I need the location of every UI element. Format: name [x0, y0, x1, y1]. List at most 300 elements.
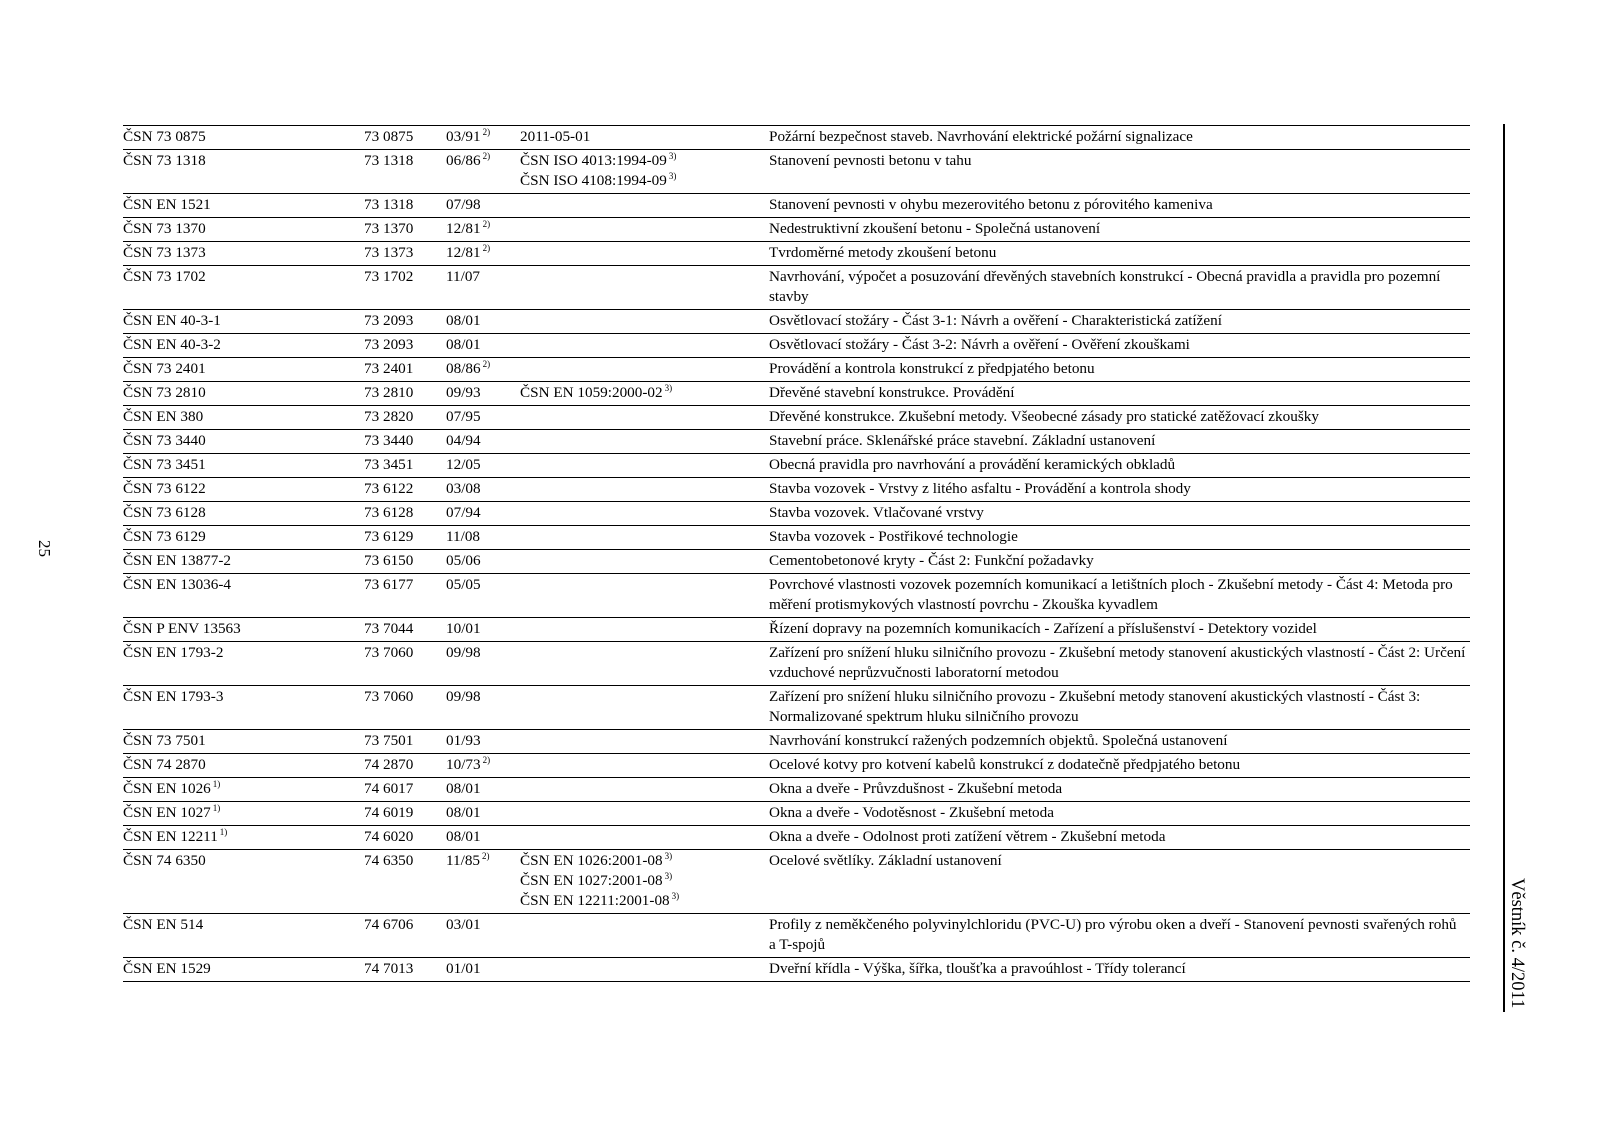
replacement-text: 2011-05-01: [520, 128, 591, 145]
issue-date-cell: [446, 382, 520, 406]
class-mark-cell: [364, 358, 446, 382]
standard-title-cell: [769, 550, 1470, 574]
replacement-line: [520, 851, 769, 871]
issue-date-cell: [446, 478, 520, 502]
issue-date: 11/85: [446, 852, 481, 869]
replacement-line: [520, 151, 769, 171]
issue-date: 12/05: [446, 456, 481, 473]
standard-number: ČSN EN 40-3-2: [123, 336, 221, 353]
standard-title: Navrhování, výpočet a posuzování dřevěných stavebních konstrukcí - Obecná pravidla a pravidla pro pozemní stavby: [769, 268, 1441, 305]
replacement-text: ČSN EN 1059:2000-02: [520, 384, 663, 401]
standard-title-cell: [769, 686, 1470, 730]
class-mark-cell: [364, 382, 446, 406]
issue-date-cell: [446, 430, 520, 454]
standard-title: Povrchové vlastnosti vozovek pozemních komunikací a letištních ploch - Zkušební metody - Část 4: Metoda pro měření protismykových vlastností povrchu - Zkouška kyvadlem: [769, 576, 1453, 613]
class-mark: 73 7501: [364, 732, 414, 749]
class-mark: 73 6150: [364, 552, 414, 569]
class-mark-cell: [364, 754, 446, 778]
replacement-cell: [520, 958, 769, 982]
issue-date: 07/98: [446, 196, 481, 213]
class-mark: 73 7060: [364, 688, 414, 705]
standard-number-cell: [123, 914, 364, 958]
standard-number-cell: [123, 194, 364, 218]
issue-date-cell: [446, 310, 520, 334]
standard-title: Ocelové kotvy pro kotvení kabelů konstrukcí z dodatečně předpjatého betonu: [769, 756, 1241, 773]
issue-date-cell: [446, 778, 520, 802]
replacement-cell: [520, 730, 769, 754]
standard-number-cell: [123, 686, 364, 730]
standard-number: ČSN 73 6128: [123, 504, 206, 521]
standard-number: ČSN EN 1793-3: [123, 688, 224, 705]
replacement-cell: [520, 550, 769, 574]
issue-date-cell: [446, 574, 520, 618]
replacement-text: ČSN ISO 4108:1994-09: [520, 172, 667, 189]
class-mark: 74 6017: [364, 780, 414, 797]
table-row: [123, 310, 1470, 334]
replacement-cell: [520, 502, 769, 526]
table-row: [123, 526, 1470, 550]
standard-number: ČSN P ENV 13563: [123, 620, 241, 637]
class-mark-cell: [364, 802, 446, 826]
replacement-cell: [520, 382, 769, 406]
table-row: [123, 266, 1470, 310]
standard-number-cell: [123, 826, 364, 850]
standard-title: Profily z neměkčeného polyvinylchloridu (PVC-U) pro výrobu oken a dveří - Stanovení pevnosti svařených rohů a T-spojů: [769, 916, 1457, 953]
standard-number: ČSN 73 6122: [123, 480, 206, 497]
standard-title-cell: [769, 150, 1470, 194]
table-row: [123, 150, 1470, 194]
footnote-mark: 3): [664, 870, 673, 881]
issue-date: 08/01: [446, 336, 481, 353]
standard-title: Stavební práce. Sklenářské práce stavební. Základní ustanovení: [769, 432, 1156, 449]
standard-number: ČSN 73 0875: [123, 128, 206, 145]
standard-number-cell: [123, 850, 364, 914]
standard-title-cell: [769, 126, 1470, 150]
class-mark-cell: [364, 850, 446, 914]
standard-title-cell: [769, 778, 1470, 802]
table-row: [123, 914, 1470, 958]
standard-title-cell: [769, 730, 1470, 754]
issue-date-cell: [446, 454, 520, 478]
issue-date-cell: [446, 754, 520, 778]
standard-number: ČSN 73 6129: [123, 528, 206, 545]
class-mark-cell: [364, 478, 446, 502]
standard-number: ČSN EN 1529: [123, 960, 211, 977]
replacement-line: [520, 891, 769, 911]
issue-date-cell: [446, 194, 520, 218]
class-mark-cell: [364, 502, 446, 526]
issue-date: 04/94: [446, 432, 481, 449]
issue-date-cell: [446, 850, 520, 914]
class-mark-cell: [364, 150, 446, 194]
standard-title-cell: [769, 850, 1470, 914]
class-mark-cell: [364, 826, 446, 850]
standard-title: Stavba vozovek - Postřikové technologie: [769, 528, 1018, 545]
class-mark: 73 6128: [364, 504, 414, 521]
standard-title: Stavba vozovek. Vtlačované vrstvy: [769, 504, 984, 521]
page-number: 25: [35, 540, 54, 557]
replacement-line: [520, 871, 769, 891]
table-row: [123, 242, 1470, 266]
standard-title: Požární bezpečnost staveb. Navrhování elektrické požární signalizace: [769, 128, 1193, 145]
standard-number: ČSN EN 13877-2: [123, 552, 232, 569]
replacement-cell: [520, 778, 769, 802]
class-mark: 73 6122: [364, 480, 414, 497]
footnote-mark: 2): [482, 150, 491, 161]
class-mark-cell: [364, 266, 446, 310]
table-row: [123, 574, 1470, 618]
class-mark: 74 6020: [364, 828, 414, 845]
standard-title-cell: [769, 310, 1470, 334]
replacement-cell: [520, 618, 769, 642]
footnote-mark: 2): [482, 242, 491, 253]
class-mark-cell: [364, 430, 446, 454]
replacement-cell: [520, 310, 769, 334]
standard-number: ČSN 73 3440: [123, 432, 206, 449]
standard-number-cell: [123, 126, 364, 150]
standard-number-cell: [123, 242, 364, 266]
standard-number: ČSN 73 2810: [123, 384, 206, 401]
standard-title: Osvětlovací stožáry - Část 3-1: Návrh a ověření - Charakteristická zatížení: [769, 312, 1222, 329]
class-mark: 73 0875: [364, 128, 414, 145]
standard-title-cell: [769, 430, 1470, 454]
issue-date: 05/05: [446, 576, 481, 593]
footnote-mark: 3): [671, 890, 680, 901]
replacement-text: ČSN EN 1026:2001-08: [520, 852, 663, 869]
standard-number: ČSN EN 380: [123, 408, 204, 425]
table-row: [123, 406, 1470, 430]
table-row: [123, 430, 1470, 454]
replacement-cell: [520, 334, 769, 358]
standard-number: ČSN 74 6350: [123, 852, 206, 869]
replacement-cell: [520, 914, 769, 958]
class-mark-cell: [364, 730, 446, 754]
issue-date-cell: [446, 526, 520, 550]
issue-date: 08/01: [446, 780, 481, 797]
issue-date-cell: [446, 642, 520, 686]
class-mark: 73 7060: [364, 644, 414, 661]
issue-date: 01/93: [446, 732, 481, 749]
issue-date-cell: [446, 406, 520, 430]
class-mark-cell: [364, 642, 446, 686]
standard-title: Dřevěné konstrukce. Zkušební metody. Všeobecné zásady pro statické zatěžovací zkoušky: [769, 408, 1319, 425]
replacement-cell: [520, 850, 769, 914]
issue-date: 08/01: [446, 312, 481, 329]
class-mark-cell: [364, 242, 446, 266]
standard-title-cell: [769, 958, 1470, 982]
standard-number-cell: [123, 454, 364, 478]
issue-date-cell: [446, 266, 520, 310]
standard-number: ČSN 74 2870: [123, 756, 206, 773]
class-mark: 73 6177: [364, 576, 414, 593]
standard-title-cell: [769, 334, 1470, 358]
replacement-cell: [520, 406, 769, 430]
issue-date: 12/81: [446, 244, 481, 261]
class-mark-cell: [364, 958, 446, 982]
standard-title-cell: [769, 618, 1470, 642]
issue-date: 06/86: [446, 152, 481, 169]
table-row: [123, 194, 1470, 218]
standard-title: Řízení dopravy na pozemních komunikacích - Zařízení a příslušenství - Detektory vozidel: [769, 620, 1317, 637]
standard-number: ČSN EN 13036-4: [123, 576, 232, 593]
class-mark-cell: [364, 218, 446, 242]
footnote-mark: 3): [664, 382, 673, 393]
standard-number: ČSN 73 2401: [123, 360, 206, 377]
issue-date: 08/01: [446, 804, 481, 821]
standard-title: Stanovení pevnosti v ohybu mezerovitého betonu z pórovitého kameniva: [769, 196, 1213, 213]
class-mark: 73 2093: [364, 336, 414, 353]
standard-number-cell: [123, 502, 364, 526]
class-mark: 73 2401: [364, 360, 414, 377]
footnote-mark: 3): [668, 150, 677, 161]
table-row: [123, 358, 1470, 382]
standard-number-cell: [123, 526, 364, 550]
standard-number: ČSN EN 1027: [123, 804, 211, 821]
class-mark-cell: [364, 406, 446, 430]
standard-title: Dveřní křídla - Výška, šířka, tloušťka a pravoúhlost - Třídy tolerancí: [769, 960, 1186, 977]
standard-title: Ocelové světlíky. Základní ustanovení: [769, 852, 1002, 869]
issue-date-cell: [446, 550, 520, 574]
replacement-cell: [520, 126, 769, 150]
standard-title-cell: [769, 218, 1470, 242]
standard-title: Cementobetonové kryty - Část 2: Funkční požadavky: [769, 552, 1094, 569]
standard-title-cell: [769, 526, 1470, 550]
footnote-mark: 2): [482, 358, 491, 369]
standard-title-cell: [769, 826, 1470, 850]
side-rule: [1503, 124, 1505, 1012]
replacement-cell: [520, 826, 769, 850]
replacement-cell: [520, 802, 769, 826]
table-row: [123, 502, 1470, 526]
replacement-cell: [520, 754, 769, 778]
issue-date: 10/01: [446, 620, 481, 637]
table-row: [123, 850, 1470, 914]
standard-number: ČSN EN 1026: [123, 780, 211, 797]
class-mark: 73 2810: [364, 384, 414, 401]
issue-date-cell: [446, 914, 520, 958]
issue-date-cell: [446, 618, 520, 642]
standard-title-cell: [769, 754, 1470, 778]
table-row: [123, 218, 1470, 242]
issue-date-cell: [446, 126, 520, 150]
issue-date: 09/98: [446, 688, 481, 705]
class-mark-cell: [364, 686, 446, 730]
replacement-cell: [520, 150, 769, 194]
table-row: [123, 826, 1470, 850]
replacement-cell: [520, 358, 769, 382]
standard-number-cell: [123, 358, 364, 382]
standard-title: Stavba vozovek - Vrstvy z litého asfaltu - Provádění a kontrola shody: [769, 480, 1191, 497]
issue-date: 09/98: [446, 644, 481, 661]
journal-title: Věstník č. 4/2011: [1507, 878, 1527, 1009]
footnote-mark: 1): [219, 826, 228, 837]
replacement-cell: [520, 454, 769, 478]
standards-table-body: [123, 126, 1470, 982]
issue-date: 07/95: [446, 408, 481, 425]
standard-title: Provádění a kontrola konstrukcí z předpjatého betonu: [769, 360, 1095, 377]
footnote-mark: 1): [212, 802, 221, 813]
issue-date-cell: [446, 150, 520, 194]
table-row: [123, 778, 1470, 802]
class-mark-cell: [364, 126, 446, 150]
standard-number-cell: [123, 778, 364, 802]
class-mark: 73 6129: [364, 528, 414, 545]
issue-date: 08/01: [446, 828, 481, 845]
replacement-line: [520, 127, 769, 147]
footnote-mark: 3): [664, 850, 673, 861]
class-mark: 73 1318: [364, 196, 414, 213]
standard-title-cell: [769, 502, 1470, 526]
standard-number-cell: [123, 218, 364, 242]
issue-date-cell: [446, 242, 520, 266]
footnote-mark: 2): [482, 754, 491, 765]
class-mark-cell: [364, 914, 446, 958]
standard-title-cell: [769, 194, 1470, 218]
class-mark: 74 6350: [364, 852, 414, 869]
issue-date: 08/86: [446, 360, 481, 377]
issue-date: 03/91: [446, 128, 481, 145]
issue-date-cell: [446, 730, 520, 754]
class-mark-cell: [364, 454, 446, 478]
standard-title-cell: [769, 478, 1470, 502]
class-mark-cell: [364, 526, 446, 550]
standard-title: Okna a dveře - Odolnost proti zatížení větrem - Zkušební metoda: [769, 828, 1166, 845]
class-mark-cell: [364, 618, 446, 642]
table-row: [123, 334, 1470, 358]
standard-number-cell: [123, 802, 364, 826]
class-mark: 74 2870: [364, 756, 414, 773]
footnote-mark: 2): [482, 218, 491, 229]
standard-title-cell: [769, 802, 1470, 826]
table-row: [123, 754, 1470, 778]
issue-date: 10/73: [446, 756, 481, 773]
standard-title: Nedestruktivní zkoušení betonu - Společná ustanovení: [769, 220, 1101, 237]
replacement-cell: [520, 574, 769, 618]
standard-number: ČSN 73 1370: [123, 220, 206, 237]
replacement-text: ČSN EN 1027:2001-08: [520, 872, 663, 889]
class-mark-cell: [364, 194, 446, 218]
issue-date-cell: [446, 826, 520, 850]
class-mark: 73 3451: [364, 456, 414, 473]
issue-date: 09/93: [446, 384, 481, 401]
standard-title: Tvrdoměrné metody zkoušení betonu: [769, 244, 997, 261]
standard-title: Stanovení pevnosti betonu v tahu: [769, 152, 972, 169]
table-row: [123, 550, 1470, 574]
table-row: [123, 618, 1470, 642]
standard-number-cell: [123, 334, 364, 358]
replacement-line: [520, 383, 769, 403]
replacement-cell: [520, 218, 769, 242]
replacement-line: [520, 171, 769, 191]
table-row: [123, 958, 1470, 982]
replacement-text: ČSN EN 12211:2001-08: [520, 892, 670, 909]
standard-number-cell: [123, 574, 364, 618]
standard-title-cell: [769, 382, 1470, 406]
class-mark: 74 6706: [364, 916, 414, 933]
table-row: [123, 382, 1470, 406]
standard-number-cell: [123, 618, 364, 642]
issue-date-cell: [446, 686, 520, 730]
standard-number-cell: [123, 382, 364, 406]
issue-date: 07/94: [446, 504, 481, 521]
standard-number: ČSN 73 1373: [123, 244, 206, 261]
footnote-mark: 3): [668, 170, 677, 181]
issue-date: 11/08: [446, 528, 481, 545]
standard-title: Zařízení pro snížení hluku silničního provozu - Zkušební metody stanovení akustických vlastností - Část 2: Určení vzduchové neprůzvučnosti laboratorní metodou: [769, 644, 1466, 681]
issue-date-cell: [446, 358, 520, 382]
table-row: [123, 686, 1470, 730]
standard-number-cell: [123, 550, 364, 574]
standard-number-cell: [123, 730, 364, 754]
standard-number: ČSN EN 12211: [123, 828, 218, 845]
replacement-cell: [520, 242, 769, 266]
standard-title: Navrhování konstrukcí ražených podzemních objektů. Společná ustanovení: [769, 732, 1228, 749]
replacement-cell: [520, 526, 769, 550]
replacement-cell: [520, 266, 769, 310]
issue-date-cell: [446, 502, 520, 526]
table-row: [123, 478, 1470, 502]
class-mark: 73 1370: [364, 220, 414, 237]
standards-table: [123, 125, 1470, 982]
issue-date: 03/01: [446, 916, 481, 933]
class-mark: 73 2820: [364, 408, 414, 425]
standard-number-cell: [123, 266, 364, 310]
class-mark: 73 2093: [364, 312, 414, 329]
standard-title-cell: [769, 406, 1470, 430]
standard-number-cell: [123, 754, 364, 778]
standard-title: Dřevěné stavební konstrukce. Provádění: [769, 384, 1015, 401]
class-mark-cell: [364, 574, 446, 618]
class-mark-cell: [364, 550, 446, 574]
table-row: [123, 454, 1470, 478]
replacement-cell: [520, 430, 769, 454]
class-mark: 73 1702: [364, 268, 414, 285]
class-mark: 73 1318: [364, 152, 414, 169]
standard-number: ČSN 73 1702: [123, 268, 206, 285]
class-mark: 73 3440: [364, 432, 414, 449]
standard-title: Osvětlovací stožáry - Část 3-2: Návrh a ověření - Ověření zkouškami: [769, 336, 1190, 353]
replacement-cell: [520, 478, 769, 502]
standard-number: ČSN 73 1318: [123, 152, 206, 169]
issue-date: 03/08: [446, 480, 481, 497]
table-row: [123, 642, 1470, 686]
issue-date-cell: [446, 334, 520, 358]
standard-number: ČSN EN 514: [123, 916, 204, 933]
issue-date: 01/01: [446, 960, 481, 977]
standard-title: Obecná pravidla pro navrhování a provádění keramických obkladů: [769, 456, 1176, 473]
class-mark-cell: [364, 310, 446, 334]
footnote-mark: 1): [212, 778, 221, 789]
standard-number-cell: [123, 430, 364, 454]
issue-date: 05/06: [446, 552, 481, 569]
standard-title: Zařízení pro snížení hluku silničního provozu - Zkušební metody stanovení akustických vlastností - Část 3: Normalizované spektrum hluku silničního provozu: [769, 688, 1421, 725]
standard-title-cell: [769, 574, 1470, 618]
replacement-cell: [520, 686, 769, 730]
standard-title: Okna a dveře - Průvzdušnost - Zkušební metoda: [769, 780, 1063, 797]
standard-title: Okna a dveře - Vodotěsnost - Zkušební metoda: [769, 804, 1054, 821]
standard-number: ČSN 73 3451: [123, 456, 206, 473]
standard-number-cell: [123, 310, 364, 334]
class-mark: 73 1373: [364, 244, 414, 261]
issue-date-cell: [446, 218, 520, 242]
standard-number: ČSN EN 1793-2: [123, 644, 224, 661]
standard-title-cell: [769, 358, 1470, 382]
class-mark: 74 6019: [364, 804, 414, 821]
class-mark: 73 7044: [364, 620, 414, 637]
standard-number: ČSN EN 40-3-1: [123, 312, 221, 329]
standard-title-cell: [769, 914, 1470, 958]
footnote-mark: 2): [482, 126, 491, 137]
